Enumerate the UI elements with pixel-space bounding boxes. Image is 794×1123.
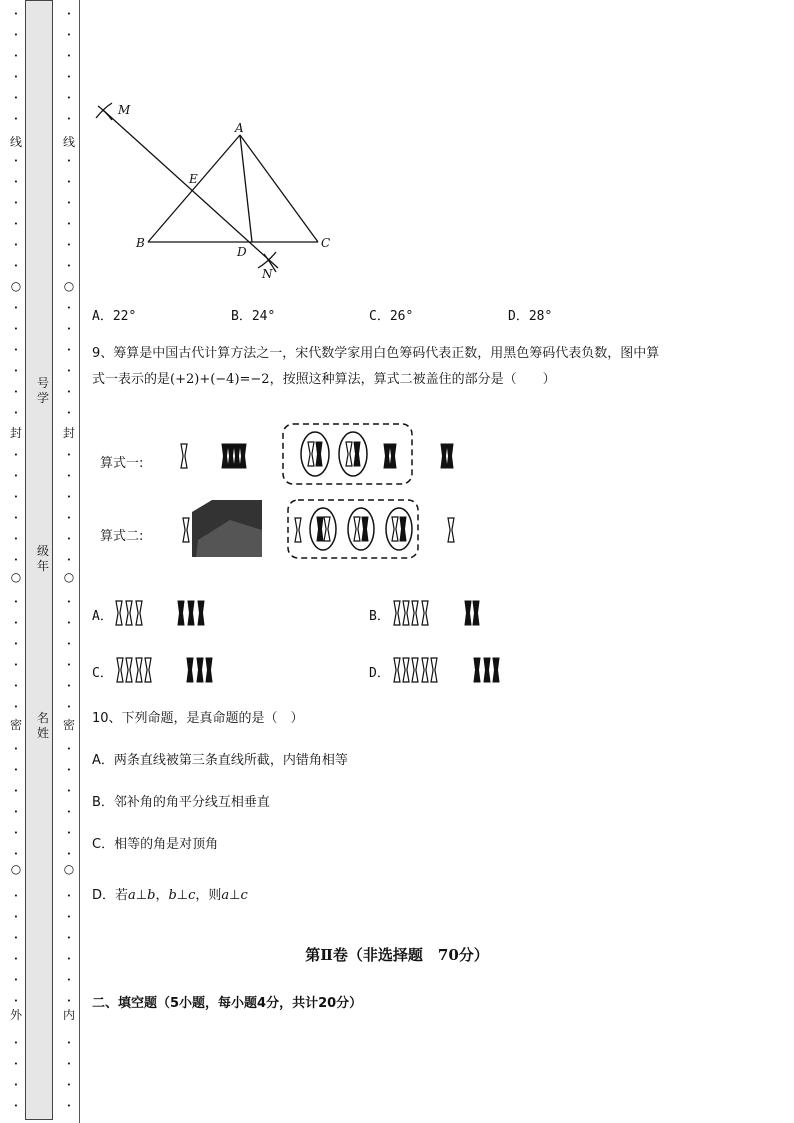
margin-dot: • <box>66 241 72 249</box>
margin-dot: • <box>13 934 19 942</box>
formula2-rods <box>183 500 454 558</box>
margin-dot: • <box>66 493 72 501</box>
margin-dot: • <box>66 388 72 396</box>
label-c: C <box>321 236 331 250</box>
margin-dot: • <box>13 1060 19 1068</box>
margin-dot: • <box>13 493 19 501</box>
q9-option-c[interactable]: C． <box>92 666 113 681</box>
margin-dot: • <box>13 1102 19 1110</box>
margin-dot: • <box>66 955 72 963</box>
margin-dot: • <box>66 262 72 270</box>
q8-option-a[interactable]: A．22° <box>92 309 137 324</box>
q10-option-d[interactable]: D．若a⊥b，b⊥c，则a⊥c <box>92 888 248 903</box>
margin-dot: • <box>13 220 19 228</box>
margin-dot: • <box>13 955 19 963</box>
q9-stem-line1: 9、筹算是中国古代计算方法之一，宋代数学家用白色筹码代表正数，用黑色筹码代表负数，图中算 <box>92 346 660 361</box>
q8-option-d[interactable]: D．28° <box>508 309 553 324</box>
q9-stem-line2: 式一表示的是(+2)+(−4)=−2，按照这种算法，算式二被盖住的部分是（ ） <box>92 372 556 387</box>
margin-dot: • <box>66 850 72 858</box>
outer-mark-circle: ○ <box>10 862 22 876</box>
triangle-figure <box>90 95 350 285</box>
margin-dot: • <box>66 178 72 186</box>
margin-dot: • <box>66 661 72 669</box>
margin-dot: • <box>66 514 72 522</box>
margin-dot: • <box>13 52 19 60</box>
arc-n1 <box>258 252 276 268</box>
margin-dot: • <box>66 409 72 417</box>
margin-dot: • <box>66 220 72 228</box>
margin-dot: • <box>66 367 72 375</box>
margin-dot: • <box>13 556 19 564</box>
line-mn <box>103 110 278 268</box>
margin-dot: • <box>13 661 19 669</box>
margin-dot: • <box>13 829 19 837</box>
margin-dot: • <box>13 703 19 711</box>
formula2-label: 算式二: <box>100 529 144 544</box>
margin-dot: • <box>13 241 19 249</box>
margin-dot: • <box>66 94 72 102</box>
margin-dot: • <box>13 976 19 984</box>
margin-dot: • <box>13 157 19 165</box>
inner-mark-mi: 密 <box>62 718 75 732</box>
field-class: 级 年 <box>36 544 49 573</box>
margin-dot: • <box>13 262 19 270</box>
margin-dot: • <box>13 31 19 39</box>
inner-mark-xian: 线 <box>62 135 75 149</box>
margin-dot: • <box>66 73 72 81</box>
outer-mark-circle: ○ <box>10 279 22 293</box>
margin-dot: • <box>66 157 72 165</box>
section-title: 第Ⅱ卷（非选择题 70分） <box>305 946 489 964</box>
margin-dot: • <box>13 451 19 459</box>
field-student-number: 号 学 <box>36 376 49 405</box>
q10-option-a[interactable]: A．两条直线被第三条直线所截，内错角相等 <box>92 753 348 768</box>
margin-dot: • <box>66 1081 72 1089</box>
label-m: M <box>118 103 131 117</box>
margin-dot: • <box>13 682 19 690</box>
label-a: A <box>235 121 244 135</box>
line-ad <box>240 135 252 242</box>
q9-option-d[interactable]: D． <box>369 666 390 681</box>
label-b: B <box>136 236 145 250</box>
margin-dot: • <box>13 346 19 354</box>
margin-dot: • <box>13 598 19 606</box>
q9-option-b[interactable]: B． <box>369 609 390 624</box>
margin-dot: • <box>66 619 72 627</box>
margin-dot: • <box>66 52 72 60</box>
margin-dot: • <box>66 31 72 39</box>
margin-dot: • <box>66 325 72 333</box>
margin-dot: • <box>13 997 19 1005</box>
margin-dot: • <box>13 388 19 396</box>
margin-dot: • <box>13 535 19 543</box>
margin-dot: • <box>66 472 72 480</box>
inner-mark-nei: 内 <box>62 1008 75 1022</box>
line-ab <box>148 135 240 242</box>
label-e: E <box>189 172 198 186</box>
margin-dot: • <box>13 409 19 417</box>
margin-dot: • <box>13 472 19 480</box>
field-name: 名 姓 <box>36 711 49 740</box>
outer-mark-feng: 封 <box>9 426 22 440</box>
margin-dot: • <box>66 115 72 123</box>
margin-dot: • <box>66 640 72 648</box>
formula1-rods <box>181 424 453 484</box>
q10-stem: 10、下列命题，是真命题的是（ ） <box>92 711 304 726</box>
inner-mark-feng: 封 <box>62 426 75 440</box>
margin-dot: • <box>66 892 72 900</box>
margin-dot: • <box>13 766 19 774</box>
margin-dot: • <box>13 1039 19 1047</box>
margin-dot: • <box>66 829 72 837</box>
margin-dot: • <box>66 1102 72 1110</box>
part2-heading: 二、填空题（5小题，每小题4分，共计20分） <box>92 996 363 1011</box>
q9-option-rods <box>110 595 510 690</box>
inner-mark-circle: ○ <box>63 279 75 293</box>
line-ac <box>240 135 318 242</box>
margin-dot: • <box>13 325 19 333</box>
margin-dot: • <box>66 682 72 690</box>
margin-dot: • <box>13 10 19 18</box>
label-n: N <box>262 267 273 281</box>
outer-mark-wai: 外 <box>9 1008 22 1022</box>
margin-dot: • <box>66 346 72 354</box>
margin-dot: • <box>13 745 19 753</box>
inner-mark-circle: ○ <box>63 862 75 876</box>
outer-mark-circle: ○ <box>10 570 22 584</box>
margin-dot: • <box>13 178 19 186</box>
margin-dot: • <box>66 1060 72 1068</box>
margin-dot: • <box>66 598 72 606</box>
q10-option-b[interactable]: B．邻补角的角平分线互相垂直 <box>92 795 270 810</box>
margin-dot: • <box>66 304 72 312</box>
margin-dot: • <box>66 745 72 753</box>
outer-mark-xian: 线 <box>9 135 22 149</box>
margin-dot: • <box>66 913 72 921</box>
label-d: D <box>237 245 247 259</box>
margin-dot: • <box>13 913 19 921</box>
margin-dot: • <box>13 199 19 207</box>
margin-dot: • <box>13 640 19 648</box>
margin-dot: • <box>13 367 19 375</box>
margin-dot: • <box>66 766 72 774</box>
outer-mark-mi: 密 <box>9 718 22 732</box>
margin-dot: • <box>13 514 19 522</box>
margin-dot: • <box>66 997 72 1005</box>
margin-dot: • <box>13 115 19 123</box>
q8-option-b[interactable]: B．24° <box>231 309 276 324</box>
margin-dot: • <box>66 1039 72 1047</box>
margin-dot: • <box>13 619 19 627</box>
q8-option-c[interactable]: C．26° <box>369 309 414 324</box>
margin-dot: • <box>66 556 72 564</box>
margin-dot: • <box>13 1081 19 1089</box>
margin-dot: • <box>13 304 19 312</box>
counting-rods-figure <box>170 420 470 565</box>
margin-dot: • <box>13 808 19 816</box>
q10-option-c[interactable]: C．相等的角是对顶角 <box>92 837 219 852</box>
margin-dot: • <box>66 934 72 942</box>
margin-dot: • <box>13 787 19 795</box>
margin-dot: • <box>66 703 72 711</box>
margin-dot: • <box>66 976 72 984</box>
margin-dot: • <box>13 850 19 858</box>
q9-formula: (+2)+(−4)=−2 <box>170 372 270 387</box>
q9-option-a[interactable]: A． <box>92 609 113 624</box>
margin-dot: • <box>66 10 72 18</box>
margin-dot: • <box>66 808 72 816</box>
margin-dot: • <box>13 94 19 102</box>
margin-dot: • <box>66 451 72 459</box>
margin-dot: • <box>13 73 19 81</box>
margin-dot: • <box>66 535 72 543</box>
margin-dot: • <box>66 787 72 795</box>
margin-dot: • <box>66 199 72 207</box>
margin-dot: • <box>13 892 19 900</box>
inner-mark-circle: ○ <box>63 570 75 584</box>
formula1-label: 算式一: <box>100 456 144 471</box>
